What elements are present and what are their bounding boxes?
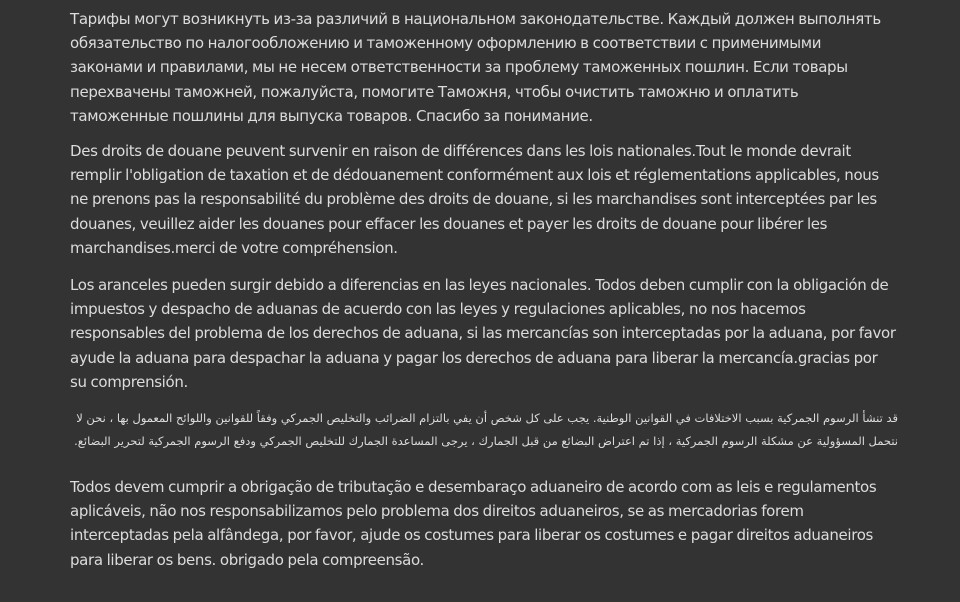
paragraph-french: Des droits de douane peuvent survenir en raison de différences dans les lois nationales.Tout le monde devrait remplir l'obligation de taxation et de dédouanement conformément aux lois et réglementations applicables, nous ne prenons pas la responsabilité du problème des droits de douane, si les marchandises sont interceptées par les douanes, veuillez aider les douanes pour effacer les douanes et payer les droits de douane pour libérer les marchandises.merci de votre compréhension. xyxy=(70,142,879,257)
paragraph-arabic: قد تنشأ الرسوم الجمركية بسبب الاختلافات في القوانين الوطنية. يجب على كل شخص أن يفي بالتزام الضرائب والتخليص الجمركي وفقاً للقوانين واللوائح المعمول بها ، نحن لا نتحمل المسؤولية عن مشكلة الرسوم الجمركية ، إذا تم اعتراض البضائع من قبل الجمارك ، يرجى المساعدة الجمارك للتخليص الجمركي ودفع الرسوم الجمركية لتحرير البضائع. xyxy=(74,411,898,449)
paragraph-portuguese: Todos devem cumprir a obrigação de tributação e desembaraço aduaneiro de acordo com as leis e regulamentos aplicáveis, não nos responsabilizamos pelo problema dos direitos aduaneiros, se as mercadorias forem interceptadas pela alfândega, por favor, ajude os costumes para liberar os costumes e pagar direitos aduaneiros para liberar os bens. obrigado pela compreensão. xyxy=(70,478,877,569)
customs-notice xyxy=(70,7,896,572)
paragraph-russian: Тарифы могут возникнуть из-за различий в национальном законодательстве. Каждый должен выполнять обязательство по налогообложению и таможенному оформлению в соответствии с применимыми законами и правилами, мы не несем ответственности за проблему таможенных пошлин. Если товары перехвачены таможней, пожалуйста, помогите Таможня, чтобы очистить таможню и оплатить таможенные пошлины для выпуска товаров. Спасибо за понимание. xyxy=(70,10,881,125)
paragraph-spanish: Los aranceles pueden surgir debido a diferencias en las leyes nacionales. Todos deben cumplir con la obligación de impuestos y despacho de aduanas de acuerdo con las leyes y regulaciones aplicables, no nos hacemos responsables del problema de los derechos de aduana, si las mercancías son interceptadas por la aduana, por favor ayude la aduana para despachar la aduana y pagar los derechos de aduana para liberar la mercancía.gracias por su comprensión. xyxy=(70,276,896,391)
